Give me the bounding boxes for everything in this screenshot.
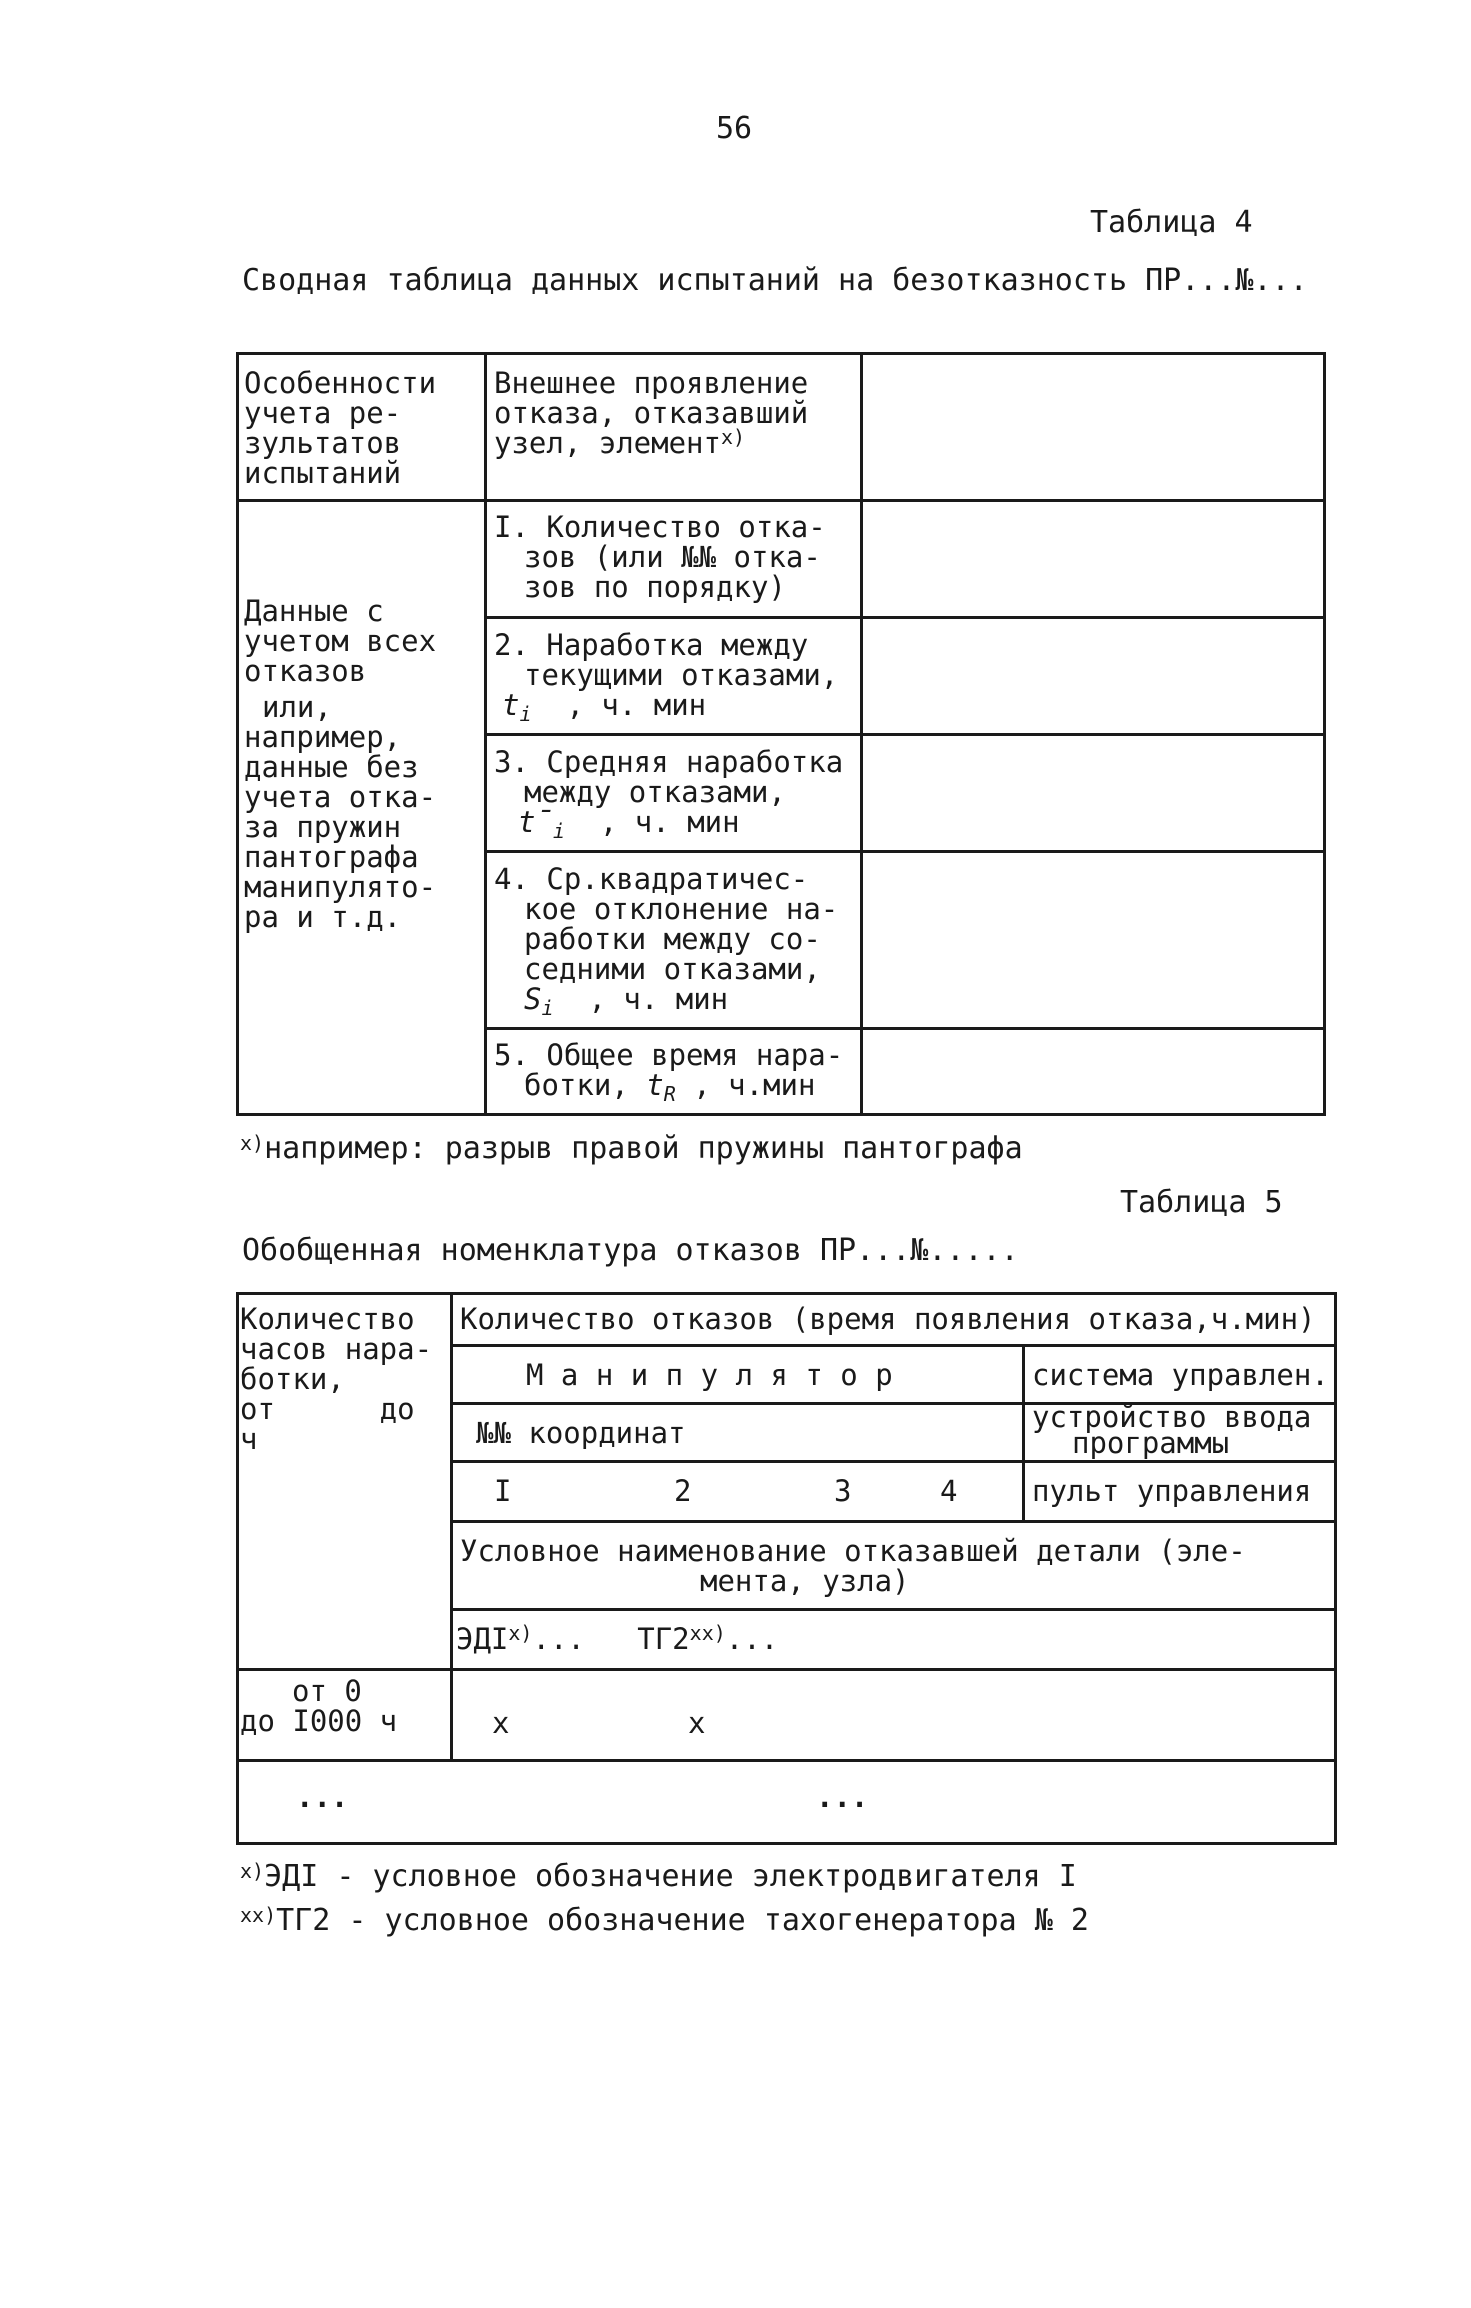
table4-header-features: Особенности учета ре- зультатов испытаний: [244, 366, 437, 490]
table4-title: Сводная таблица данных испытаний на безотказность ПР...№...: [242, 263, 1308, 298]
table5-mark-2: x: [688, 1706, 706, 1740]
table5-coord-2: 2: [674, 1474, 692, 1508]
table5-footnote-1: $^{x)}$ЭДI - условное обозначение электродвигателя I: [240, 1859, 1077, 1894]
table4-header-manifestation: Внешнее проявление отказа, отказавший узел, элемент$^{x)}$: [494, 366, 809, 460]
table4-row-4: 4. Ср.квадратичес- кое отклонение на- работки между со- седними отказами, $S_i$ , ч. мин: [494, 862, 839, 1020]
table5-control-panel: пульт управления: [1032, 1474, 1312, 1508]
table5-label: Таблица 5: [1120, 1185, 1283, 1220]
table5-part-name: Условное наименование отказавшей детали (эле- мента, узла): [460, 1534, 1246, 1598]
table5: [236, 1292, 1337, 1845]
table5-coordinates: №№ координат: [476, 1416, 686, 1450]
table5-footnote-2: $^{xx)}$ТГ2 - условное обозначение тахогенератора № 2: [240, 1903, 1089, 1938]
table5-coord-3: 3: [834, 1474, 852, 1508]
table5-manipulator: М а н и п у л я т о р: [526, 1358, 893, 1392]
table4-row-5: 5. Общее время нара- ботки, $t_R$ , ч.мин: [494, 1038, 844, 1106]
table5-range: от 0 до I000 ч: [240, 1674, 398, 1738]
page-number: 56: [716, 111, 753, 146]
table5-input-device: устройство ввода программы: [1032, 1400, 1312, 1460]
table5-header-failures: Количество отказов (время появления отказа,ч.мин): [460, 1302, 1316, 1336]
table4-row-3: 3. Средняя наработка между отказами, $t̄_i$ , ч. мин: [494, 745, 844, 843]
table5-control-system: система управлен.: [1032, 1358, 1329, 1392]
table4-footnote: $^{x)}$например: разрыв правой пружины пантографа: [240, 1131, 1023, 1166]
table5-dots-left: ...: [296, 1780, 349, 1814]
table5-mark-1: x: [492, 1706, 510, 1740]
table4-side-text: Данные с учетом всех отказов или, например, данные без учета отка- за пружин пантографа манипулято- ра и т.д.: [244, 594, 437, 934]
table4-row-1: I. Количество отка- зов (или №№ отка- зов по порядку): [494, 510, 826, 604]
table4-label: Таблица 4: [1090, 205, 1253, 240]
table5-coord-1: I: [494, 1474, 512, 1508]
table5-header-hours: Количество часов нара- ботки, от до ч: [240, 1302, 433, 1456]
table4: [236, 352, 1326, 1116]
table5-codes: ЭДI$^{x)}$... ТГ2$^{xx)}$...: [456, 1621, 779, 1656]
table5-title: Обобщенная номенклатура отказов ПР...№.....: [242, 1233, 1019, 1268]
table5-dots-right: ...: [816, 1780, 869, 1814]
table5-coord-4: 4: [940, 1474, 958, 1508]
table4-row-2: 2. Наработка между текущими отказами, $t_i$ , ч. мин: [494, 628, 839, 726]
